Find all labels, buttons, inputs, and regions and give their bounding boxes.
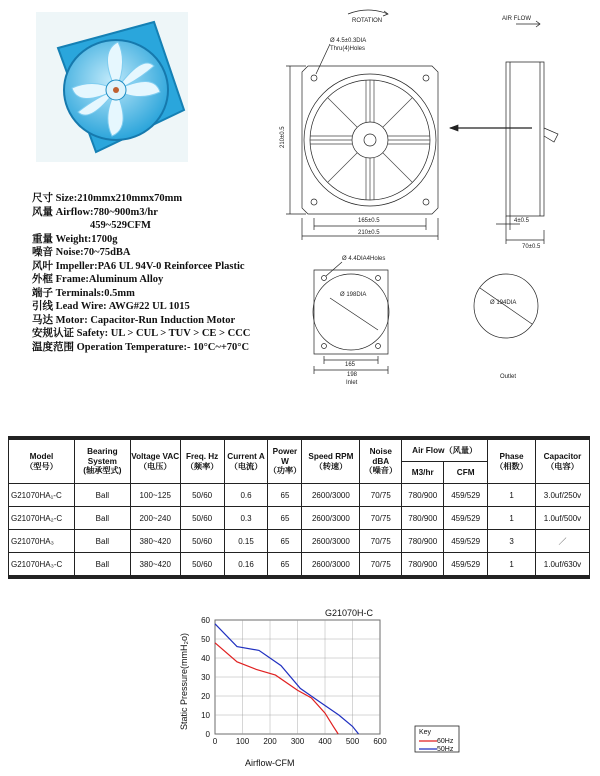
- airflow-label: AIR FLOW: [502, 16, 532, 22]
- table-cell: 2600/3000: [302, 507, 360, 530]
- svg-text:165±0.5: 165±0.5: [358, 218, 380, 224]
- table-cell: 459/529: [444, 507, 488, 530]
- table-cell: G21070HA₃-C: [9, 553, 75, 578]
- y-axis-label: Static Pressure(mmH₂o): [179, 632, 189, 730]
- col-header: Phase （相数）: [488, 438, 536, 484]
- spec-row: 引线 Lead Wire: AWG#22 UL 1015: [32, 301, 190, 312]
- table-cell: Ball: [74, 530, 130, 553]
- y-tick-label: 10: [201, 711, 210, 720]
- x-tick-label: 100: [235, 737, 250, 746]
- performance-chart: [175, 600, 475, 770]
- svg-text:198: 198: [347, 372, 358, 378]
- spec-row: 安规认证 Safety: UL > CUL > TUV > CE > CCC: [32, 328, 251, 339]
- dimension-drawing: [270, 8, 590, 386]
- table-cell: 780/900: [402, 553, 444, 578]
- table-cell: 65: [268, 553, 302, 578]
- col-subheader: CFM: [444, 462, 488, 484]
- rotation-arrow-icon: [348, 10, 388, 14]
- table-cell: 50/60: [180, 553, 224, 578]
- spec-row: 温度范围 Operation Temperature:- 10°C~+70°C: [32, 341, 250, 353]
- table-cell: 70/75: [360, 484, 402, 507]
- svg-text:70±0.5: 70±0.5: [522, 244, 541, 250]
- table-cell: 1.0uf/630v: [535, 553, 589, 578]
- rotation-label: ROTATION: [352, 18, 383, 24]
- spec-row: 459~529CFM: [90, 220, 151, 231]
- fan-photo: [36, 12, 188, 162]
- spec-row: 风叶 Impeller:PA6 UL 94V-0 Reinforcee Plastic: [32, 260, 245, 272]
- table-cell: 3.0uf/250v: [535, 484, 589, 507]
- x-tick-label: 200: [263, 737, 277, 746]
- table-cell: 100~125: [130, 484, 180, 507]
- spec-row: 马达 Motor: Capacitor-Run Induction Motor: [32, 314, 236, 326]
- table-cell: 2600/3000: [302, 530, 360, 553]
- table-cell: 65: [268, 484, 302, 507]
- series-line-50hz: [215, 624, 359, 734]
- svg-text:210±0.5: 210±0.5: [358, 230, 380, 236]
- col-header: Power W （功率）: [268, 438, 302, 484]
- table-cell: 50/60: [180, 507, 224, 530]
- table-cell: 459/529: [444, 553, 488, 578]
- legend-title: Key: [419, 729, 432, 736]
- table-cell: Ball: [74, 507, 130, 530]
- table-cell: 1: [488, 484, 536, 507]
- col-header: Current A （电流）: [224, 438, 268, 484]
- outlet-label: Outlet: [500, 374, 517, 380]
- table-cell: 0.15: [224, 530, 268, 553]
- table-cell: 780/900: [402, 507, 444, 530]
- y-tick-label: 60: [201, 616, 210, 625]
- col-header: Capacitor （电容）: [535, 438, 589, 484]
- spec-table: [8, 436, 590, 579]
- table-cell: 459/529: [444, 484, 488, 507]
- x-tick-label: 400: [318, 737, 332, 746]
- col-header: Speed RPM （转速）: [302, 438, 360, 484]
- col-header: Freq. Hz （频率）: [180, 438, 224, 484]
- y-tick-label: 20: [201, 692, 210, 701]
- table-cell: 0.3: [224, 507, 268, 530]
- table-cell: Ball: [74, 553, 130, 578]
- table-cell: 50/60: [180, 484, 224, 507]
- legend-label-50hz: 50Hz: [437, 746, 454, 753]
- col-header: Voltage VAC （电压）: [130, 438, 180, 484]
- table-cell: 0.6: [224, 484, 268, 507]
- chart-legend: [415, 726, 459, 753]
- table-cell: 1: [488, 507, 536, 530]
- table-cell: 70/75: [360, 553, 402, 578]
- col-header: Model （型号）: [9, 438, 75, 484]
- svg-text:Ø 194DIA: Ø 194DIA: [490, 300, 517, 306]
- table-cell: 380~420: [130, 530, 180, 553]
- spec-row: 噪音 Noise:70~75dBA: [32, 247, 131, 258]
- chart-title: G21070H-C: [325, 608, 374, 618]
- col-header: Bearing System (轴承型式): [74, 438, 130, 484]
- svg-text:165: 165: [345, 362, 356, 368]
- table-cell: G21070HA₁-C: [9, 484, 75, 507]
- col-header: Noise dBA （噪音）: [360, 438, 402, 484]
- table-cell: G21070HA₃: [9, 530, 75, 553]
- y-tick-label: 50: [201, 635, 210, 644]
- table-row: [9, 484, 590, 507]
- table-cell: 200~240: [130, 507, 180, 530]
- spec-row: 尺寸 Size:210mmx210mmx70mm: [32, 193, 183, 204]
- svg-text:4±0.5: 4±0.5: [514, 218, 529, 224]
- col-subheader: M3/hr: [402, 462, 444, 484]
- spec-row: 外框 Frame:Aluminum Alloy: [32, 274, 164, 285]
- table-cell: 2600/3000: [302, 484, 360, 507]
- spec-list: [32, 192, 292, 354]
- table-cell: 2600/3000: [302, 553, 360, 578]
- svg-text:Ø 4.4DIA4Holes: Ø 4.4DIA4Holes: [342, 256, 386, 262]
- svg-text:Ø 4.5±0.3DIA: Ø 4.5±0.3DIA: [330, 38, 367, 44]
- x-tick-label: 600: [373, 737, 387, 746]
- x-tick-label: 500: [345, 737, 360, 746]
- table-cell: 380~420: [130, 553, 180, 578]
- table-cell: 65: [268, 507, 302, 530]
- table-cell: 70/75: [360, 530, 402, 553]
- table-cell: 50/60: [180, 530, 224, 553]
- table-cell: 65: [268, 530, 302, 553]
- spec-row: 风量 Airflow:780~900m3/hr: [32, 206, 158, 218]
- svg-text:Thru(4)Holes: Thru(4)Holes: [330, 46, 366, 52]
- x-axis-label: Airflow-CFM: [245, 758, 295, 768]
- spec-row: 端子 Terminals:0.5mm: [32, 287, 135, 299]
- side-view-frame: [506, 62, 544, 216]
- table-cell: 70/75: [360, 507, 402, 530]
- svg-text:210±0.5: 210±0.5: [280, 126, 286, 148]
- table-cell: ／: [535, 530, 589, 553]
- table-cell: 780/900: [402, 530, 444, 553]
- table-cell: G21070HA₂-C: [9, 507, 75, 530]
- svg-text:Ø 198DIA: Ø 198DIA: [340, 292, 367, 298]
- table-row: [9, 507, 590, 530]
- y-tick-label: 0: [205, 730, 210, 739]
- table-cell: 1: [488, 553, 536, 578]
- table-cell: Ball: [74, 484, 130, 507]
- inlet-label: Inlet: [346, 380, 358, 386]
- table-cell: 780/900: [402, 484, 444, 507]
- spec-row: 重量 Weight:1700g: [32, 233, 118, 245]
- legend-label-60hz: 60Hz: [437, 738, 454, 745]
- y-tick-label: 40: [201, 654, 210, 663]
- table-cell: 3: [488, 530, 536, 553]
- x-tick-label: 0: [212, 737, 218, 746]
- table-cell: 459/529: [444, 530, 488, 553]
- table-row: [9, 553, 590, 578]
- x-tick-label: 300: [290, 737, 305, 746]
- y-tick-label: 30: [201, 673, 210, 682]
- table-cell: 0.16: [224, 553, 268, 578]
- series-line-60hz: [215, 643, 338, 734]
- table-row: [9, 530, 590, 553]
- col-header: Air Flow（风量）: [402, 438, 488, 462]
- table-cell: 1.0uf/500v: [535, 507, 589, 530]
